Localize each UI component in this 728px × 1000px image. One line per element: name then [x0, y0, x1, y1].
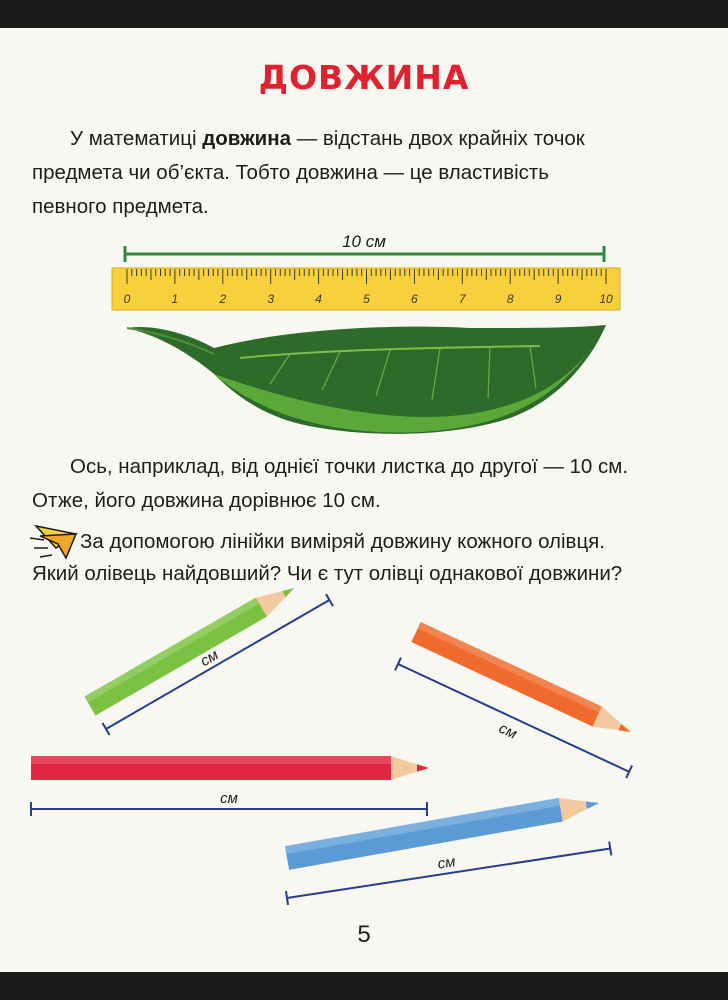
ruler-number: 1	[171, 292, 179, 306]
ruler-number: 3	[267, 292, 275, 306]
unit-label-green: см	[197, 646, 222, 671]
unit-label-orange: см	[496, 719, 520, 743]
ruler	[112, 268, 620, 310]
ruler-number: 9	[554, 292, 562, 306]
ruler-number: 7	[458, 292, 466, 306]
ruler-number: 4	[315, 292, 322, 306]
ruler-number: 0	[123, 292, 131, 306]
measure-line-green	[97, 584, 333, 735]
page-number: 5	[357, 921, 371, 948]
measure-bracket	[125, 232, 604, 262]
intro-line-1: У математиці довжина — відстань двох крайніх точок	[70, 127, 585, 150]
measure-line-red	[31, 790, 427, 816]
intro-line-3: певного предмета.	[32, 195, 209, 218]
intro-line-2: предмета чи об’єкта. Тобто довжина — це властивість	[32, 161, 549, 184]
ruler-number: 10	[599, 292, 613, 306]
example-line-2: Отже, його довжина дорівнює 10 см.	[32, 489, 381, 512]
ruler-number: 5	[363, 292, 370, 306]
task-line-2: Який олівець найдовший? Чи є тут олівці однакової довжини?	[32, 562, 623, 585]
example-line-1: Ось, наприклад, від однієї точки листка до другої — 10 см.	[70, 455, 629, 478]
leaf-illustration	[127, 325, 606, 434]
pencil-red	[31, 756, 429, 780]
pencil-orange	[411, 622, 635, 742]
ruler-number: 6	[411, 292, 418, 306]
unit-label-red: см	[220, 790, 238, 807]
paper-plane-icon	[30, 526, 76, 558]
illustrations	[0, 28, 728, 972]
ruler-number: 8	[506, 292, 514, 306]
pencil-green	[85, 578, 300, 715]
measure-label: 10 см	[342, 232, 386, 251]
book-page	[0, 28, 728, 972]
ruler-number: 2	[219, 292, 227, 306]
page-title: ДОВЖИНА	[258, 58, 470, 97]
term-length: довжина	[202, 127, 291, 150]
task-line-1: За допомогою лінійки виміряй довжину кожного олівця.	[80, 530, 605, 553]
unit-label-blue: см	[436, 853, 457, 873]
